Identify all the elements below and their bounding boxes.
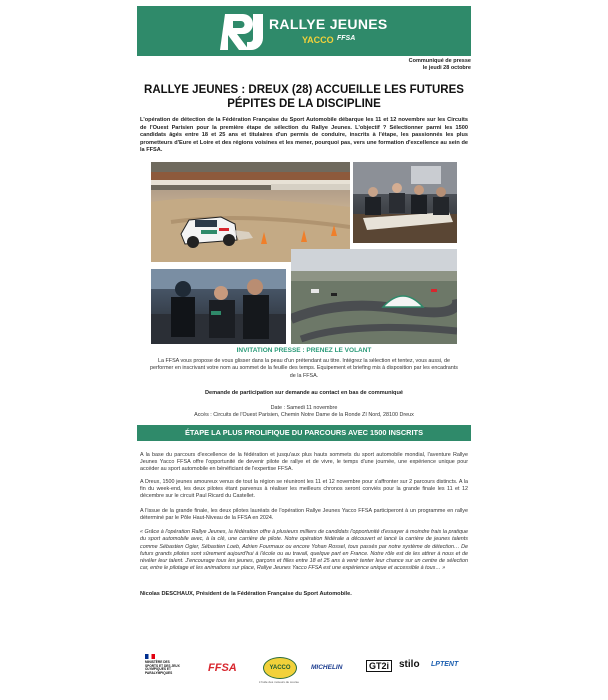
sponsor-name: YACCO (302, 35, 334, 45)
ministry-logo (145, 652, 181, 686)
event-access: Accès : Circuits de l'Ouest Parisien, Chemin Notre Dame de la Ronde ZI Nord, 28100 Dreux (194, 412, 414, 419)
participation-demand: Demande de participation sur demande au contact en bas de communiqué (205, 390, 403, 396)
press-date: le jeudi 28 octobre (422, 65, 471, 71)
yacco-logo: YACCO (263, 657, 297, 679)
title-line-1: RALLYE JEUNES : DREUX (28) ACCUEILLE LES FUTURES (144, 84, 464, 96)
president-quote: « Grâce à l'opération Rallye Jeunes, la fédération offre à plusieurs milliers de candidats l'opportunité d'essayer à moindre frais la pratique du sport automobile avec, à la clé, une carrière de pilote. Notre opération fédérale a découvert et lancé la carrière de jeunes talents comme Sébastien Ogier, Sébastien Loeb, Adrien Fourmaux ou encore Yohan Rossel, tous passés par notre système de détection… De futurs grands pilotes sont sûrement aujourd'hui à l'école ou au travail, quelque part en France. Notre rôle est de les attirer à nous et de révéler leur talent. J'encourage tous les jeunes, garçons et filles entre 18 et 25 ans à venir tenter leur chance sur un centre de sélection car, entre le pilotage et les animations sur place, Rallye Jeunes Yacco FFSA est une expérience unique et accessible à tous… » (140, 529, 468, 572)
partner-logos (137, 652, 471, 686)
page-title (137, 83, 471, 111)
gt2i-logo: GT2i (366, 660, 392, 672)
stage-paragraph-1: A la base du parcours d'excellence de la fédération et jusqu'aux plus hauts sommets du sport automobile mondial, l'aventure Rallye Jeunes Yacco FFSA offre l'opportunité de devenir pilote de rallye et de vivre, le temps d'une journée, une expérience unique pour accéder au sport automobile en bénéficiant de l'expertise FFSA. (140, 452, 468, 473)
stage-paragraph-2: A Dreux, 1500 jeunes amoureux venus de tout la région se réuniront les 11 et 12 novembre pour s'affronter sur 2 parcours distincts. A la fin du week-end, les deux pilotes étant parvenus à réaliser les meilleurs chronos seront conviés pour la grande finale les 11 et 12 décembre sur le circuit Paul Ricard du Castellet. (140, 479, 468, 500)
invitation-text: La FFSA vous propose de vous glisser dans la peau d'un prétendant au titre. Intégrez la sélection et tentez, vous aussi, de performer en inscrivant votre nom au sommet de la feuille des temps. Equipement et briefing mis à disposition par les encadrants de la FFSA. (149, 358, 459, 379)
intro-paragraph: L'opération de détection de la Fédération Française du Sport Automobile débarque les 11 et 12 novembre sur les Circuits de l'Ouest Parisien pour la première étape de sélection du Rallye Jeunes. L'objectif ? Sélectionner parmi les 1500 candidats âgés entre 18 et 25 ans et titulaires d'un permis de conduire, inscrits à l'étape, les passionnés les plus prometteurs d'Eure et Loire et des régions voisines et les mener, pourquoi pas, vers une formation d'excellence au sein de la FFSA. (140, 117, 468, 154)
michelin-logo: MICHELIN (311, 664, 343, 671)
press-label: Communiqué de presse (408, 58, 471, 64)
quote-signature: Nicolas DESCHAUX, Président de la Fédération Française du Sport Automobile. (140, 591, 352, 597)
title-line-2: PÉPITES DE LA DISCIPLINE (227, 98, 381, 110)
invitation-heading: INVITATION PRESSE : PRENEZ LE VOLANT (236, 347, 372, 354)
circuit-aerial-photo (291, 249, 457, 344)
lptent-logo: LPTENT (431, 661, 459, 668)
stage-paragraph-3: A l'issue de la grande finale, les deux pilotes lauréats de l'opération Rallye Jeunes Yacco FFSA participeront à un programme en rallye déterminé par le Pôle Haut-Niveau de la FFSA en 2024. (140, 508, 468, 522)
federation-name: FFSA (337, 35, 356, 42)
yacco-tagline: L'huile des moteurs de course (259, 680, 299, 684)
ffsa-logo: FFSA (208, 662, 237, 674)
rally-car-photo (151, 162, 350, 262)
ministry-text: MINISTÈRE DES SPORTS ET DES JEUX OLYMPIQUES ET PARALYMPIQUES (145, 660, 180, 675)
stage-heading: ÉTAPE LA PLUS PROLIFIQUE DU PARCOURS AVEC 1500 INSCRITS (137, 425, 471, 441)
header-banner (137, 6, 471, 56)
press-release-date (409, 58, 471, 72)
meeting-photo (353, 162, 457, 243)
rallye-jeunes-logo (219, 10, 267, 52)
event-date: Date : Samedi 11 novembre (270, 405, 338, 411)
brand-name: RALLYE JEUNES (269, 16, 388, 32)
event-details (137, 405, 471, 420)
team-photo (151, 269, 286, 344)
french-flag-icon (145, 654, 155, 659)
stilo-logo: stilo (399, 659, 420, 670)
